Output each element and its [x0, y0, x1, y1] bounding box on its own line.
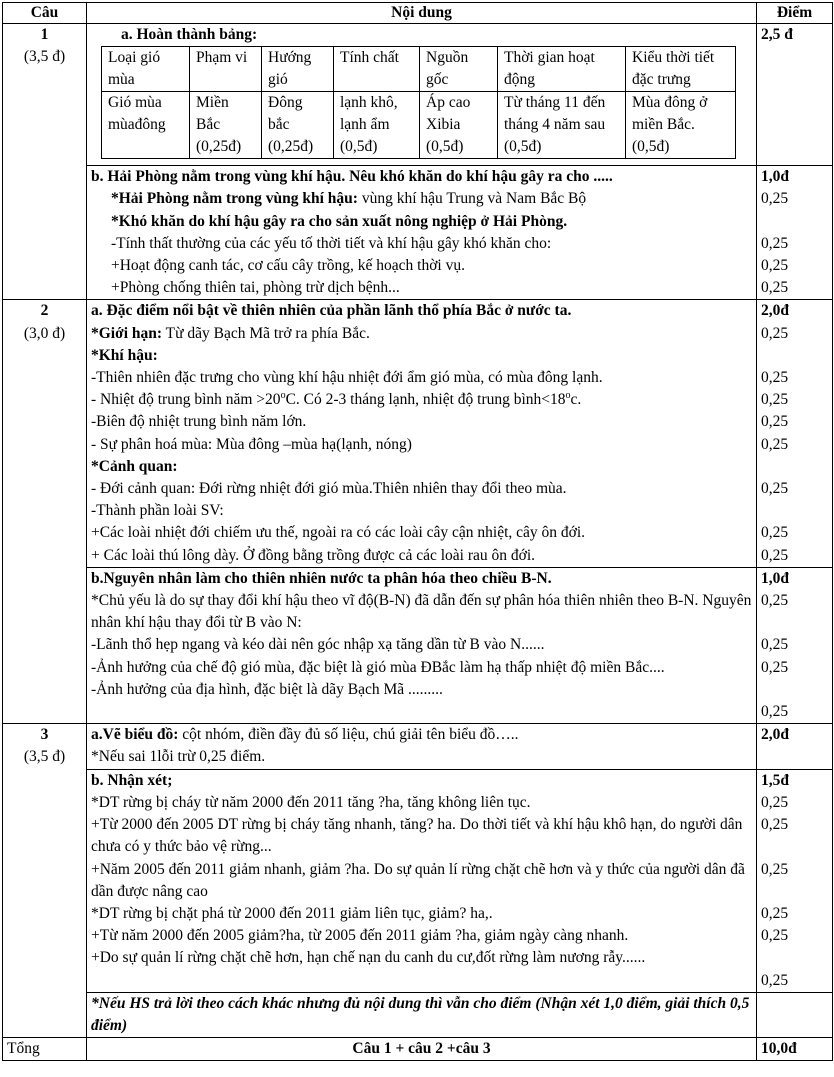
q1-b-pt-2: 0,25 [761, 234, 789, 252]
q2-a-pt-2: 0,25 [761, 369, 789, 387]
q1-b1-bold: *Hải Phòng nằm trong vùng khí hậu: [111, 190, 358, 208]
q2-b-line-2: -Lãnh thổ hẹp ngang và kéo dài nên góc nhập xạ tăng dần từ B vào N...... [91, 636, 545, 654]
q1-b-title: b. Hải Phòng nằm trong vùng khí hậu. Nêu khó khăn do khí hậu gây ra cho ..... [91, 168, 613, 186]
q3-note-cell [87, 992, 757, 1037]
q2-a-score-cell [757, 300, 833, 567]
q1-monsoon-table [101, 46, 736, 159]
total-content-cell [87, 1038, 757, 1061]
q3-b-line-2: +Từ 2000 đến 2005 DT rừng bị cháy tăng nhanh, tăng? ha. Do thời tiết và khí hậu khô hạn, do người dân chưa có y thức bảo vệ rừng... [91, 816, 743, 856]
q2-a-content [87, 300, 757, 567]
q3-number-cell [3, 724, 87, 1038]
total-content: Câu 1 + câu 2 +câu 3 [352, 1040, 491, 1058]
q2-canhquan-heading: *Cảnh quan: [91, 457, 178, 475]
q1-td-0: Gió mùa mùađông [102, 92, 190, 159]
q3-b-pt-4: 0,25 [761, 904, 789, 922]
q1-td-6: Mùa đông ở miền Bắc. (0,5đ) [626, 92, 736, 159]
q3-b-pt-5: 0,25 [761, 927, 789, 945]
q3-b-line-6: +Do sự quản lí rừng chặt chẽ hơn, hạn chế nạn du canh du cư,đốt rừng làm nương rẫy...... [91, 949, 646, 967]
q2-khihau-heading: *Khí hậu: [91, 346, 158, 364]
q1-a-title: a. Hoàn thành bảng: [121, 26, 258, 43]
q2-kh-1: -Thiên nhiên đặc trưng cho vùng khí hậu nhiệt đới ẩm gió mùa, có mùa đông lạnh. [91, 369, 603, 387]
q1-b-line-5: +Phòng chống thiên tai, phòng trừ dịch bệnh... [111, 279, 400, 297]
q2-b-pt-3: 0,25 [761, 658, 789, 676]
q3-b-pt-1: 0,25 [761, 793, 789, 811]
q2-a-pt-4: 0,25 [761, 413, 789, 431]
answer-key-table [2, 2, 833, 1061]
q3-b-line-5: +Từ năm 2000 đến 2005 giảm?ha, từ 2005 đến 2011 giảm ?ha, giảm ngày càng nhanh. [91, 927, 629, 945]
q1-points: (3,5 đ) [23, 48, 66, 66]
q2-a-pt-8: 0,25 [761, 546, 789, 564]
q2-b-pt-4: 0,25 [761, 703, 789, 721]
q1-td-2: Đông bắc (0,25đ) [262, 92, 334, 159]
q1-th-5: Thời gian hoạt động [498, 47, 626, 92]
q3-b-line-3: +Năm 2005 đến 2011 giảm nhanh, giảm ?ha. Do sự quản lí rừng chặt chẽ hơn và y thức của người dân đã dần được nâng cao [91, 860, 745, 900]
q2-kh2-sup2: o [565, 390, 571, 402]
q1-th-1: Phạm vi [190, 47, 262, 92]
q2-cq-2: -Thành phần loài SV: [91, 502, 224, 520]
q3-b-pt-2: 0,25 [761, 816, 789, 834]
q3-b-line-1: *DT rừng bị cháy từ năm 2000 đến 2011 tăng ?ha, tăng không liên tục. [91, 793, 531, 811]
q1-b-pt-3: 0,25 [761, 257, 789, 275]
q3-a-bold: a.Vẽ biểu đồ: [91, 726, 179, 744]
q2-b-pt-1: 0,25 [761, 592, 789, 610]
q3-b-line-4: *DT rừng bị chặt phá từ 2000 đến 2011 giảm liên tục, giảm? ha,. [91, 904, 493, 922]
q1-b-line-4: +Hoạt động canh tác, cơ cấu cây trồng, kế hoạch thời vụ. [111, 257, 465, 275]
q3-b-score: 1,5đ [761, 771, 789, 789]
q3-b-content [87, 769, 757, 992]
q2-kh2-a: - Nhiệt độ trung bình năm >20 [91, 391, 281, 409]
q1-th-3: Tính chất [334, 47, 420, 92]
q2-b-score-cell [757, 567, 833, 723]
q2-cq-4: + Các loài thú lông dày. Ở đồng bằng trồng được cả các loài rau ôn đới. [91, 546, 536, 564]
q3-a-row [3, 724, 833, 769]
q1-number-cell [3, 24, 87, 300]
q3-b-title: b. Nhận xét; [91, 771, 173, 789]
q1-td-4: Áp cao Xibia (0,5đ) [420, 92, 498, 159]
q3-b-pt-6: 0,25 [761, 971, 789, 989]
q2-b-score: 1,0đ [761, 569, 789, 587]
q2-b-line-4: -Ảnh hưởng của địa hình, đặc biệt là dãy Bạch Mã ......... [91, 680, 443, 698]
q2-a-score: 2,0đ [761, 302, 789, 320]
q2-gioihan-bold: *Giới hạn: [91, 324, 163, 342]
q3-b-score-cell [757, 769, 833, 992]
q1-th-2: Hướng gió [262, 47, 334, 92]
q1-b-line-1 [91, 188, 752, 210]
q2-kh-4: - Sự phân hoá mùa: Mùa đông –mùa hạ(lạnh, nóng) [91, 435, 412, 453]
header-cau: Câu [3, 3, 87, 24]
q3-a-text: cột nhóm, điền đầy đủ số liệu, chú giải tên biểu đồ….. [178, 726, 519, 744]
q3-note-row [3, 992, 833, 1037]
q3-a-line-2: *Nếu sai 1lỗi trừ 0,25 điểm. [91, 748, 266, 766]
q1-b-content [87, 166, 757, 300]
q2-number-cell [3, 300, 87, 724]
q1-a-score-cell [757, 24, 833, 166]
q1-table-data-row [102, 92, 736, 159]
q2-kh-3: -Biên độ nhiệt trung bình năm lớn. [91, 413, 307, 431]
q1-th-6: Kiểu thời tiết đặc trưng [626, 47, 736, 92]
q2-kh2-b: C. Có 2-3 tháng lạnh, nhiệt độ trung bình<18 [285, 391, 566, 409]
q2-b-row [3, 567, 833, 723]
q1-td-1: Miền Bắc (0,25đ) [190, 92, 262, 159]
q2-a-pt-7: 0,25 [761, 524, 789, 542]
q1-th-4: Nguồn gốc [420, 47, 498, 92]
q2-b-pt-2: 0,25 [761, 636, 789, 654]
q1-b-pt-4: 0,25 [761, 279, 789, 297]
q2-cq-1: - Đới cảnh quan: Đới rừng nhiệt đới gió mùa.Thiên nhiên thay đổi theo mùa. [91, 480, 567, 498]
q1-b-score: 1,0đ [761, 168, 789, 186]
q3-a-score-cell [757, 724, 833, 769]
q2-kh2-c: c. [570, 391, 582, 409]
q2-cq-3: +Các loài nhiệt đới chiếm ưu thế, ngoài ra có các loài cây cận nhiệt, cây ôn đới. [91, 524, 586, 542]
q3-a-line-1 [91, 724, 752, 746]
q2-kh-2 [91, 389, 752, 411]
q2-kh2-sup: o [280, 390, 286, 402]
q2-a-title: a. Đặc điểm nổi bật về thiên nhiên của phần lãnh thổ phía Bắc ở nước ta. [91, 302, 572, 320]
q3-a-score: 2,0đ [761, 726, 789, 744]
total-row [3, 1038, 833, 1061]
q1-td-5: Từ tháng 11 đến tháng 4 năm sau (0,5đ) [498, 92, 626, 159]
q1-b-score-cell [757, 166, 833, 300]
q2-gioihan-text: Từ dãy Bạch Mã trở ra phía Bắc. [162, 324, 370, 342]
q3-a-content [87, 724, 757, 769]
q1-b-pt-1: 0,25 [761, 190, 789, 208]
q2-b-line-1: *Chủ yếu là do sự thay đổi khí hậu theo vĩ độ(B-N) đã dẫn đến sự phân hóa thiên nhiên theo B-N. Nguyên nhân khí hậu thay đổi từ B vào N: [91, 592, 752, 632]
q3-number: 3 [40, 726, 49, 744]
q3-note: *Nếu HS trả lời theo cách khác nhưng đủ nội dung thì vẫn cho điểm (Nhận xét 1,0 điểm, giải thích 0,5 điểm) [91, 994, 750, 1034]
q2-points: (3,0 đ) [23, 324, 66, 342]
q1-a-score: 2,5 đ [761, 26, 793, 43]
header-diem: Điểm [757, 3, 833, 24]
q1-a-row [3, 24, 833, 166]
q3-points: (3,5 đ) [23, 748, 66, 766]
q1-b1-text: vùng khí hậu Trung và Nam Bắc Bộ [357, 190, 587, 208]
total-label-cell [3, 1038, 87, 1061]
q1-b-row [3, 166, 833, 300]
total-score: 10,0đ [761, 1040, 797, 1058]
q1-b-line-3: -Tính thất thường của các yếu tố thời tiết và khí hậu gây khó khăn cho: [111, 234, 552, 252]
total-label: Tổng [7, 1040, 40, 1058]
q2-b-title: b.Nguyên nhân làm cho thiên nhiên nước ta phân hóa theo chiều B-N. [91, 569, 552, 587]
q2-b-line-3: -Ảnh hưởng của chế độ gió mùa, đặc biệt là gió mùa ĐBắc làm hạ thấp nhiệt độ miền Bắc.... [91, 658, 665, 676]
q1-number: 1 [40, 26, 49, 43]
q3-note-score-cell [757, 992, 833, 1037]
header-row [3, 3, 833, 24]
q2-b-content [87, 567, 757, 723]
q2-a-pt-1: 0,25 [761, 324, 789, 342]
q2-a-row [3, 300, 833, 567]
q2-number: 2 [40, 302, 49, 320]
q1-td-3: lạnh khô, lạnh ẩm (0,5đ) [334, 92, 420, 159]
q1-th-0: Loại gió mùa [102, 47, 190, 92]
q2-a-pt-5: 0,25 [761, 435, 789, 453]
q2-gioihan [91, 323, 752, 345]
q1-b-line-2: *Khó khăn do khí hậu gây ra cho sản xuất nông nghiệp ở Hải Phòng. [111, 212, 568, 230]
q3-b-pt-3: 0,25 [761, 860, 789, 878]
total-score-cell [757, 1038, 833, 1061]
q1-a-content [87, 24, 757, 166]
q1-table-head-row [102, 47, 736, 92]
q2-a-pt-6: 0,25 [761, 480, 789, 498]
header-noidung: Nội dung [87, 3, 757, 24]
q2-a-pt-3: 0,25 [761, 391, 789, 409]
q3-b-row [3, 769, 833, 992]
